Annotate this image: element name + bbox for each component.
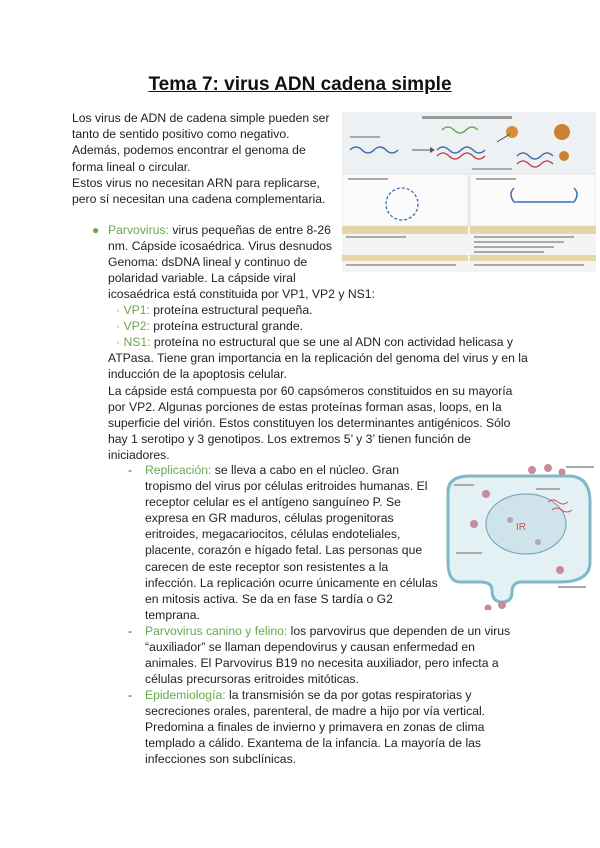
intro-line: Además, podemos encontrar el genoma de xyxy=(72,143,306,158)
parvovirus-line: virus pequeñas de entre 8-26 xyxy=(168,223,331,237)
vp1-label: · VP1: xyxy=(116,303,150,318)
ns1-label: · NS1: xyxy=(116,335,151,350)
replicacion-line: eritroides, megacariocitos, células endoteliales, xyxy=(145,527,401,542)
page-title: Tema 7: virus ADN cadena simple xyxy=(148,74,452,95)
capsid-line: superficie del virión. Estos constituyen los determinantes antigénicos. Sólo xyxy=(108,415,511,430)
canino-label: Parvovirus canino y felino: xyxy=(145,624,288,638)
epidemiologia-label: Epidemiología: xyxy=(145,688,226,702)
epidemiologia-line: secreciones orales, parenteral, de madre a hijo por vía vertical. xyxy=(145,704,486,719)
parvovirus-line: Genoma: dsDNA lineal y continuo de xyxy=(108,255,308,270)
replicacion-line: en mitosis activa. Se da en fase S tardía o G2 xyxy=(145,591,393,606)
replicacion-line: infección. La replicación ocurre únicamente en células xyxy=(145,575,438,590)
capsid-line: La cápside está compuesta por 60 capsómeros constituidos en su mayoría xyxy=(108,383,513,398)
canino-item xyxy=(145,623,545,687)
capsid-line: iniciadores. xyxy=(108,447,170,462)
intro-line: pero sí necesitan una cadena complementaria. xyxy=(72,192,326,207)
canino-line: “auxiliador” se llaman dependovirus y causan enfermedad en xyxy=(145,640,475,655)
ns1-line: inducción de la apoptosis celular. xyxy=(108,367,287,382)
list-dash: - xyxy=(128,624,133,638)
vp2-text: proteína estructural grande. xyxy=(149,319,303,334)
replicacion-line: receptor celular es el antígeno sanguíneo P. Se xyxy=(145,495,401,510)
capsid-line: hay 1 serotipo y 3 genotipos. Los extremos 5’ y 3’ tienen función de xyxy=(108,431,471,446)
bullet-icon: ● xyxy=(92,223,100,237)
canino-line: animales. El Parvovirus B19 no necesita auxiliador, pero infecta a xyxy=(145,656,499,671)
ns1-line: ATPasa. Tiene gran importancia en la replicación del genoma del virus y en la xyxy=(108,351,528,366)
parvovirus-line: nm. Cápside icosaédrica. Virus desnudos xyxy=(108,239,333,254)
parvovirus-line: polaridad variable. La cápside viral xyxy=(108,271,296,286)
epidemiologia-item xyxy=(145,687,545,767)
replicacion-line: expresa en GR maduros, células progenitoras xyxy=(145,511,394,526)
parvovirus-line: icosaédrica está constituida por VP1, VP2 y NS1: xyxy=(108,287,375,301)
replicacion-line: temprana. xyxy=(145,607,200,622)
replicacion-label: Replicación: xyxy=(145,463,212,477)
ssdna-replication-figure xyxy=(342,112,596,272)
canino-line: células precursoras eritroides mitóticas. xyxy=(145,672,360,687)
intro-line: Estos virus no necesitan ARN para replicarse, xyxy=(72,175,320,190)
replicacion-item xyxy=(145,462,440,623)
parvovirus-label: Parvovirus: xyxy=(108,223,169,237)
intro-line: Los virus de ADN de cadena simple pueden ser xyxy=(72,111,330,125)
intro-paragraph xyxy=(72,110,334,207)
vp1-text: proteína estructural pequeña. xyxy=(149,303,313,318)
intro-line: tanto de sentido positivo como negativo. xyxy=(72,127,290,142)
ns1-text: proteína no estructural que se une al ADN con actividad helicasa y xyxy=(150,335,513,350)
replicacion-line: placente, corazón e hígado fetal. Las personas que xyxy=(145,543,423,558)
canino-line: los parvovirus que dependen de un virus xyxy=(287,624,511,638)
epidemiologia-line: la transmisión se da por gotas respiratorias y xyxy=(225,688,472,702)
epidemiologia-line: infecciones son subclínicas. xyxy=(145,752,297,767)
replicacion-line: se lleva a cabo en el núcleo. Gran xyxy=(211,463,400,477)
parvovirus-capsid-details xyxy=(108,286,538,463)
capsid-line: por VP2. Algunas porciones de estas proteínas forman asas, loops, en la xyxy=(108,399,502,414)
parvovirus-description xyxy=(108,222,340,286)
list-dash: - xyxy=(128,688,133,702)
intro-line: forma lineal o circular. xyxy=(72,159,191,174)
epidemiologia-line: templado a cálido. Exantema de la infancia. La mayoría de las xyxy=(145,736,482,751)
replicacion-line: carecen de este receptor son resistentes a la xyxy=(145,559,389,574)
list-dash: - xyxy=(128,463,133,477)
svg-text:IR: IR xyxy=(516,522,526,533)
replicacion-line: tropismo del virus por células eritroides humanas. El xyxy=(145,479,428,494)
parvovirus-replication-figure xyxy=(440,462,598,610)
vp2-label: · VP2: xyxy=(116,319,150,334)
epidemiologia-line: Predomina a finales de invierno y primavera en zonas de clima xyxy=(145,720,485,735)
